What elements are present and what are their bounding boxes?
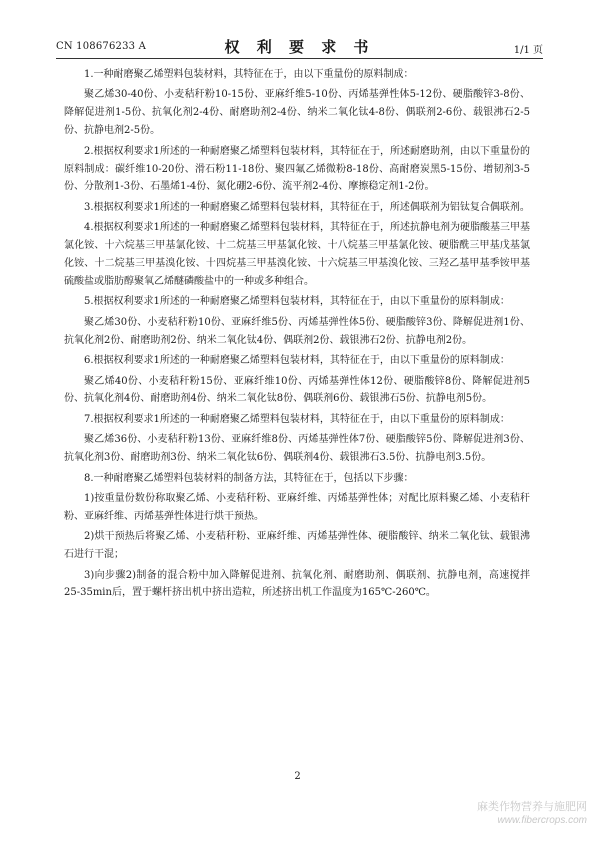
claim-4: 4.根据权利要求1所述的一种耐磨聚乙烯塑料包装材料，其特征在于，所述抗静电剂为硬脂酸基三甲基氯化铵、十六烷基三甲基氯化铵、十二烷基三甲基氯化铵、十八烷基三甲基氯化铵、硬脂酰三甲基戊基氯化铵、十二烷基三甲基溴化铵、十四烷基三甲基溴化铵、十六烷基三甲基溴化铵、三羟乙基甲基季铵甲基硫酸盐或脂肪醇聚氧乙烯醚磷酸盐中的一种或多种组合。 [64, 222, 530, 287]
claim-2: 2.根据权利要求1所述的一种耐磨聚乙烯塑料包装材料，其特征在于，所述耐磨助剂，由以下重量份的原料制成：碳纤维10-20份、滑石粉11-18份、聚四氟乙烯微粉8-18份、高耐磨炭黑5-15份、增韧剂3-5份、分散剂1-3份、石墨烯1-4份、氮化硼2-6份、流平剂2-4份、摩擦稳定剂1-2份。 [64, 145, 530, 193]
claim-1-intro: 1.一种耐磨聚乙烯塑料包装材料，其特征在于，由以下重量份的原料制成： [84, 69, 414, 80]
claim-7-composition: 聚乙烯36份、小麦秸秆粉13份、亚麻纤维8份、丙烯基弹性体7份、硬脂酸锌5份、降解促进剂3份、抗氧化剂3份、耐磨助剂3份、纳米二氧化钛6份、偶联剂4份、载银沸石3.5份、抗静电剂3.5份。 [64, 434, 530, 464]
claim-1-composition: 聚乙烯30-40份、小麦秸秆粉10-15份、亚麻纤维5-10份、丙烯基弹性体5-12份、硬脂酸锌3-8份、降解促进剂1-5份、抗氧化剂2-4份、耐磨助剂2-4份、纳米二氧化钛4-8份、偶联剂2-6份、载银沸石2-5份、抗静电剂2-5份。 [64, 89, 530, 137]
page-number: 2 [294, 771, 301, 782]
watermark-site-name: 麻类作物营养与施肥网 [477, 801, 587, 813]
claim-5-intro: 5.根据权利要求1所述的一种耐磨聚乙烯塑料包装材料，其特征在于，由以下重量份的原料制成： [84, 296, 510, 308]
page-count: 1/1 页 [513, 45, 543, 56]
claim-5-composition: 聚乙烯30份、小麦秸秆粉10份、亚麻纤维5份、丙烯基弹性体5份、硬脂酸锌3份、降解促进剂1份、抗氧化剂2份、耐磨助剂2份、纳米二氧化钛4份、偶联剂2份、载银沸石2份、抗静电剂2份。 [64, 316, 530, 346]
claim-8-step-3: 3)向步骤2)制备的混合粉中加入降解促进剂、抗氧化剂、耐磨助剂、偶联剂、抗静电剂，高速搅拌25-35min后，置于螺杆挤出机中挤出造粒，所述挤出机工作温度为165℃-260℃。 [64, 569, 530, 599]
document-title: 权 利 要 求 书 [224, 38, 375, 56]
document-number: CN 108676233 A [56, 41, 147, 52]
page-header [56, 36, 543, 58]
header-divider [56, 58, 543, 59]
claim-7-intro: 7.根据权利要求1所述的一种耐磨聚乙烯塑料包装材料，其特征在于，由以下重量份的原料制成： [84, 413, 510, 425]
claim-6-composition: 聚乙烯40份、小麦秸秆粉15份、亚麻纤维10份、丙烯基弹性体12份、硬脂酸锌8份、降解促进剂5份、抗氧化剂4份、耐磨助剂4份、纳米二氧化钛8份、偶联剂6份、载银沸石5份、抗静电剂5份。 [64, 375, 530, 405]
claim-6-intro: 6.根据权利要求1所述的一种耐磨聚乙烯塑料包装材料，其特征在于，由以下重量份的原料制成： [84, 355, 510, 367]
claim-8-step-1: 1)按重量份数份称取聚乙烯、小麦秸秆粉、亚麻纤维、丙烯基弹性体；对配比原料聚乙烯、小麦秸秆粉、亚麻纤维、丙烯基弹性体进行烘干预热。 [64, 492, 530, 522]
claim-3: 3.根据权利要求1所述的一种耐磨聚乙烯塑料包装材料，其特征在于，所述偶联剂为铝钛复合偶联剂。 [84, 201, 530, 213]
claims-body [64, 66, 530, 605]
claim-8-intro: 8.一种耐磨聚乙烯塑料包装材料的制备方法，其特征在于，包括以下步骤： [84, 472, 414, 484]
claim-8-step-2: 2)烘干预热后将聚乙烯、小麦秸秆粉、亚麻纤维、丙烯基弹性体、硬脂酸锌、纳米二氧化钛、载银沸石进行干混； [64, 531, 530, 561]
site-watermark [447, 800, 587, 827]
watermark-url: www.fibercrops.com [497, 815, 587, 826]
